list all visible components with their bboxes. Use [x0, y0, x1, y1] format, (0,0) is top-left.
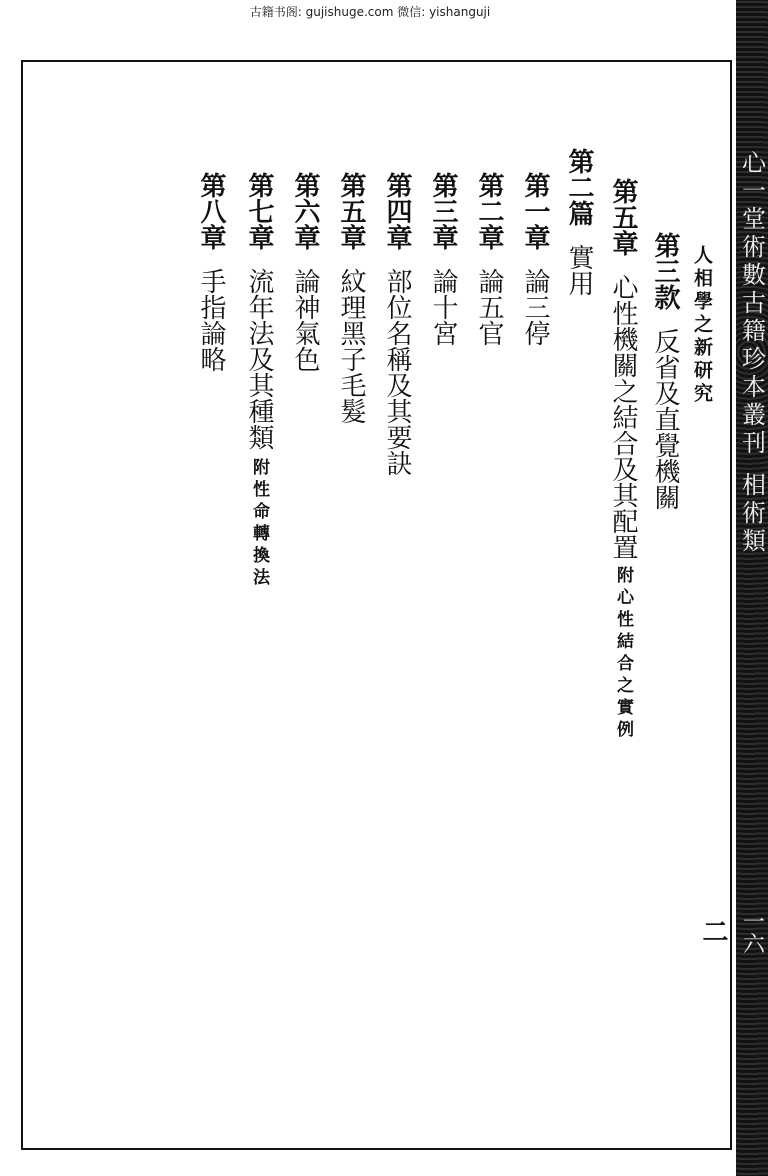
toc-entry-label: 第一章 — [520, 172, 550, 250]
toc-entry-title: 論十宮 — [428, 268, 458, 346]
toc-entry-title: 論五官 — [474, 268, 504, 346]
toc-entry-title: 反省及直覺機關 — [650, 328, 680, 510]
series-side-band — [736, 0, 768, 1176]
toc-entry-chapter-3 — [430, 172, 456, 346]
toc-entry-chapter-1 — [522, 172, 548, 346]
toc-entry-title: 部位名稱及其要訣 — [382, 268, 412, 476]
toc-entry-chapter-4 — [384, 172, 410, 476]
part-2-heading — [566, 148, 592, 296]
toc-entry-label: 第七章 — [244, 172, 274, 250]
toc-entry-title: 流年法及其種類 — [244, 268, 274, 450]
toc-entry-title: 論三停 — [520, 268, 550, 346]
toc-entry-label: 第五章 — [608, 178, 638, 256]
toc-entry-label: 第八章 — [196, 172, 226, 250]
toc-entry-label: 第三款 — [650, 232, 680, 310]
toc-entry-title: 實用 — [564, 244, 594, 296]
toc-entry-label: 第六章 — [290, 172, 320, 250]
toc-entry-section-3 — [652, 232, 678, 510]
series-title — [736, 150, 768, 556]
series-category: 相術類 — [737, 472, 766, 556]
page-number: 二 — [698, 918, 728, 944]
running-header: 人相學之新研究 — [691, 245, 713, 406]
toc-entry-note: 附心性結合之實例 — [613, 566, 633, 742]
toc-entry-label: 第二章 — [474, 172, 504, 250]
toc-entry-chapter-6 — [292, 172, 318, 372]
toc-entry-chapter-5-part2 — [338, 172, 364, 424]
toc-entry-title: 論神氣色 — [290, 268, 320, 372]
toc-entry-chapter-2 — [476, 172, 502, 346]
series-page-number: 一六 — [739, 910, 765, 954]
toc-entry-label: 第三章 — [428, 172, 458, 250]
toc-entry-label: 第二篇 — [564, 148, 594, 226]
toc-entry-title: 手指論略 — [196, 268, 226, 372]
toc-entry-title: 心性機關之結合及其配置 — [608, 274, 638, 560]
toc-entry-title: 紋理黑子毛髮 — [336, 268, 366, 424]
toc-entry-label: 第四章 — [382, 172, 412, 250]
toc-entry-chapter-5-part1 — [610, 178, 636, 742]
toc-entry-chapter-8 — [198, 172, 224, 372]
toc-entry-label: 第五章 — [336, 172, 366, 250]
watermark-text: 古籍书阁: gujishuge.com 微信: yishanguji — [249, 5, 491, 19]
toc-entry-note: 附性命轉換法 — [249, 458, 269, 590]
series-title-text: 心一堂術數古籍珍本叢刊 — [737, 150, 766, 458]
toc-entry-chapter-7 — [246, 172, 272, 590]
